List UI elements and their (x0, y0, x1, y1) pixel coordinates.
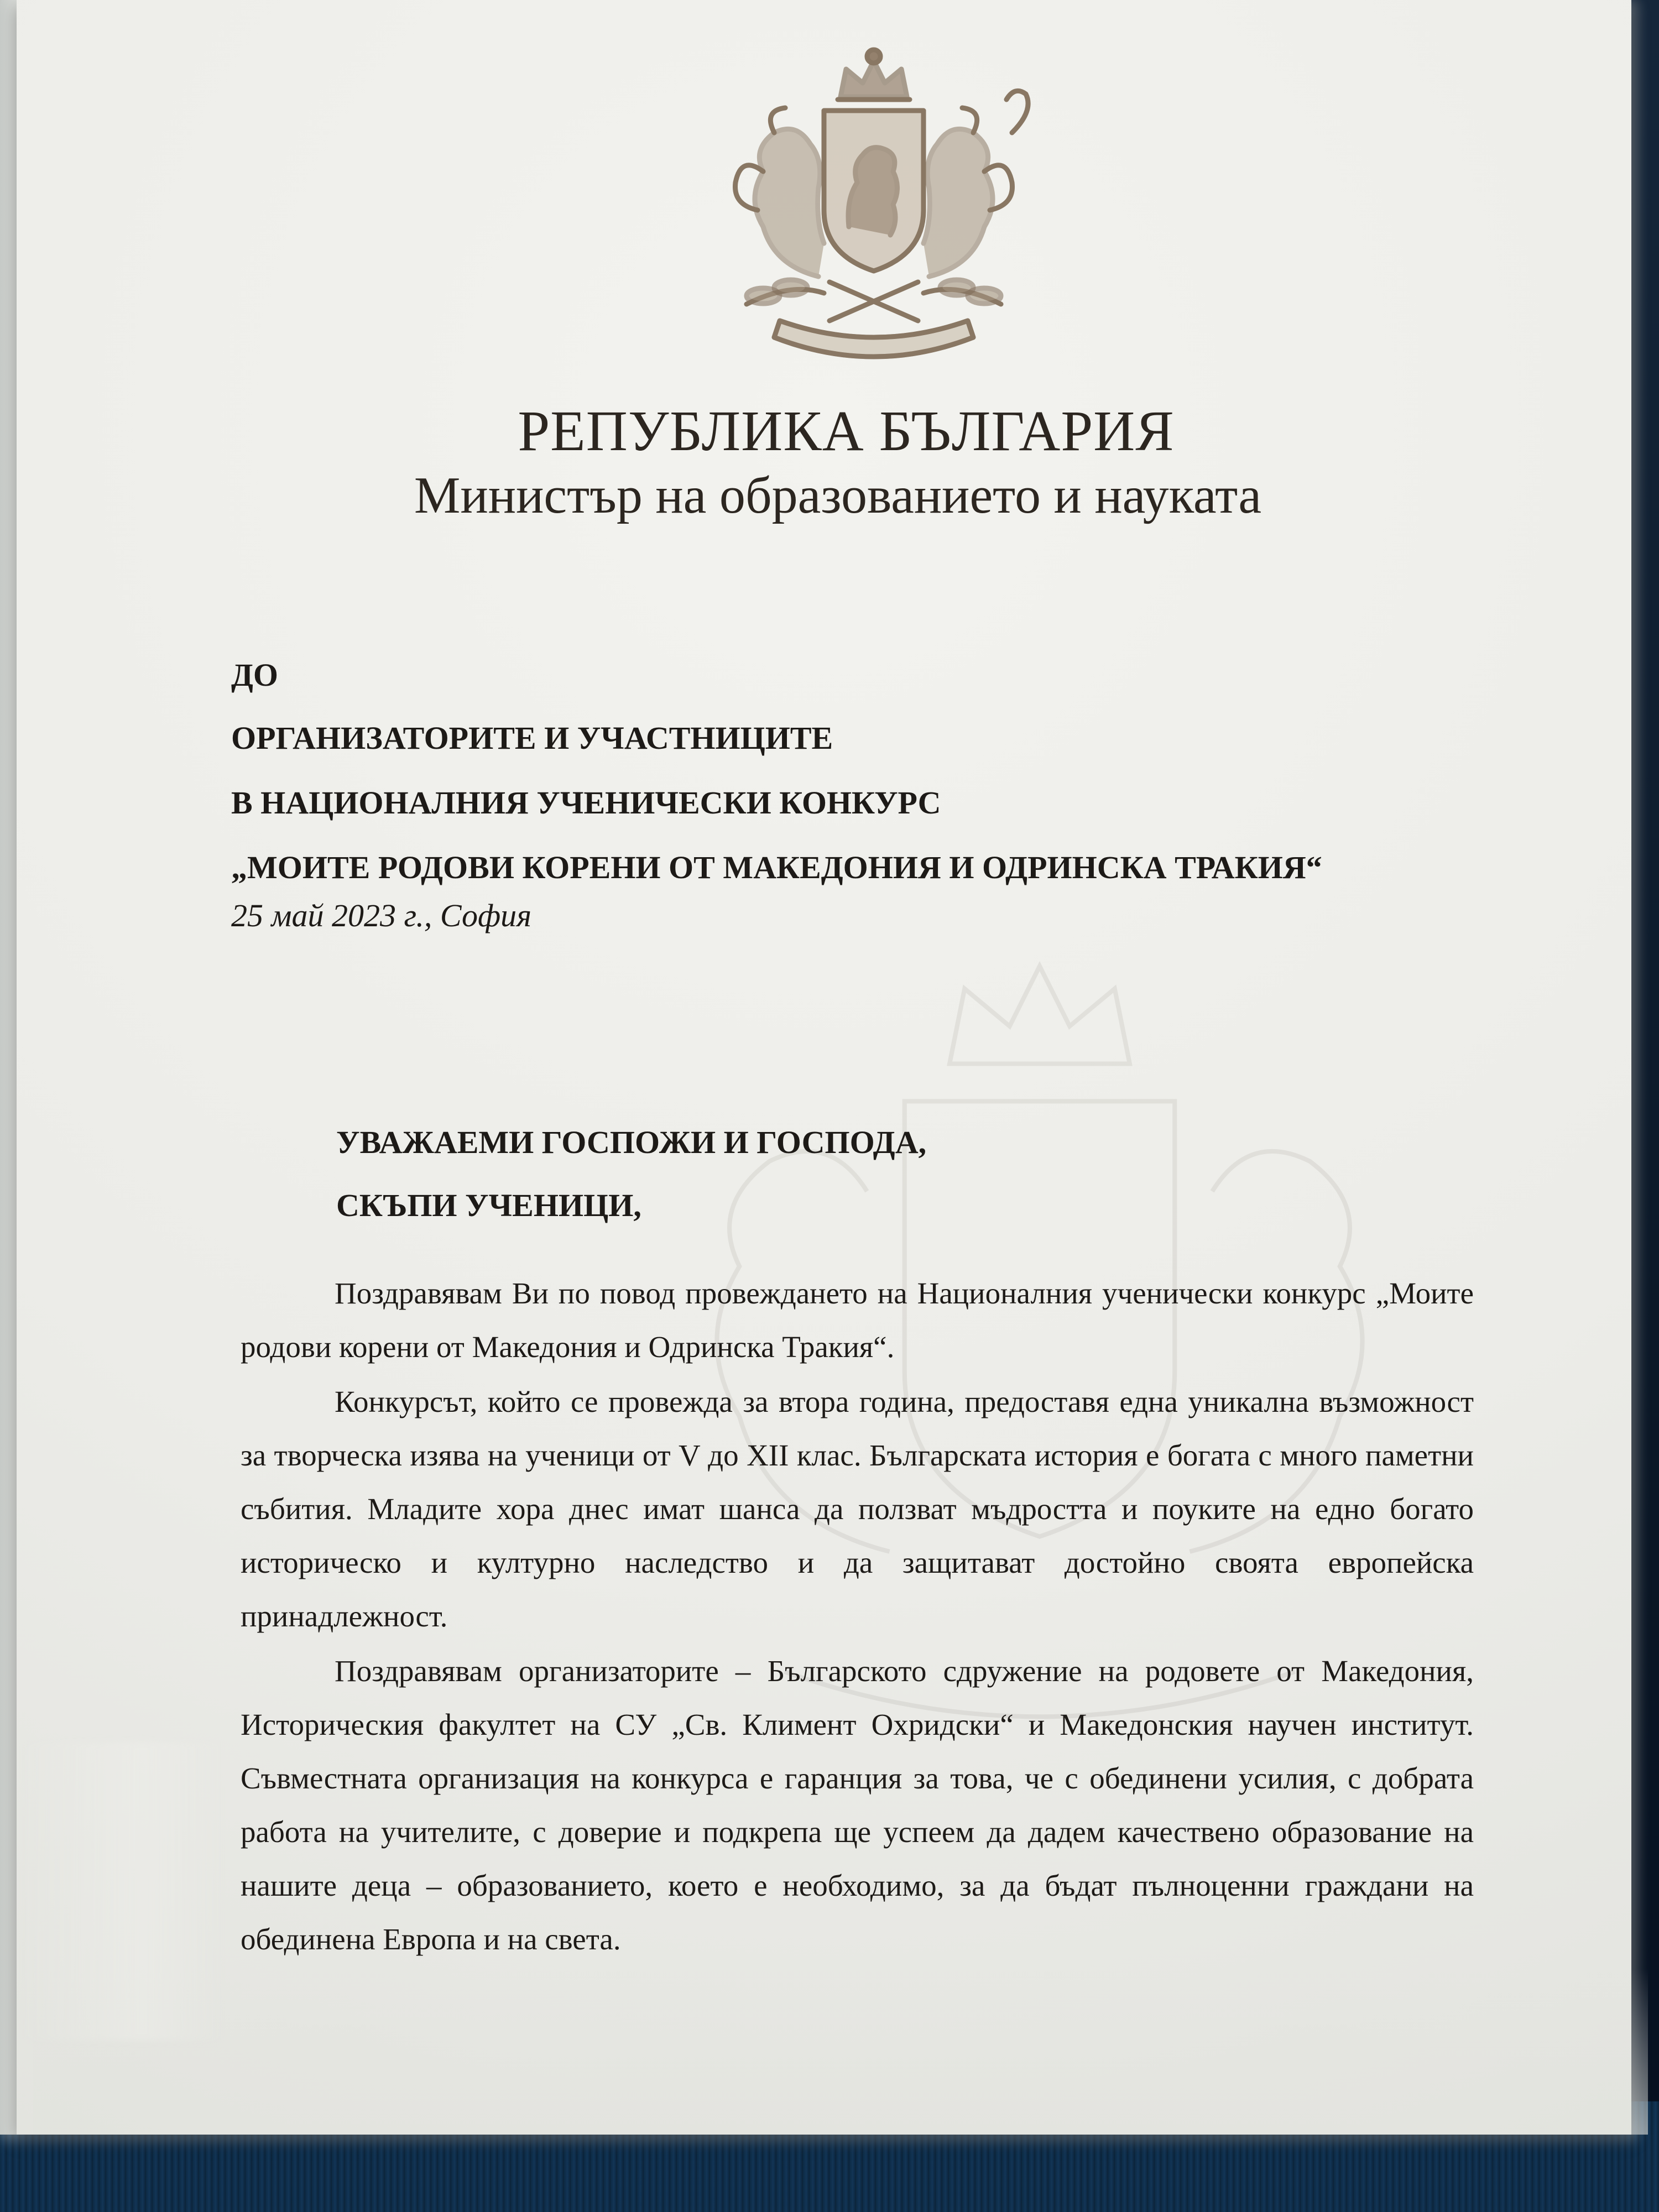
blurred-edge (17, 1742, 227, 2041)
body-paragraph: Конкурсът, който се провежда за втора година, предоставя една уникална възможност за творческа изява на ученици от V до XII клас. Българската история е богата с много паметни събития. Младите хора днес имат шанса да ползват мъдростта и поуките на едно богато историческо и културно наследство и да защитават достойно своята европейска принадлежност. (241, 1385, 1474, 1633)
addressee-line: В НАЦИОНАЛНИЯ УЧЕНИЧЕСКИ КОНКУРС (231, 785, 941, 821)
bottom-fade (33, 1969, 1648, 2135)
bulgarian-coat-of-arms-icon (680, 44, 1067, 376)
ministry-title: Министър на образованието и науката (414, 467, 1262, 524)
addressee-line: ДО (231, 657, 279, 693)
country-title: РЕПУБЛИКА БЪЛГАРИЯ (518, 399, 1175, 463)
letter-page (17, 0, 1631, 2135)
letter-date: 25 май 2023 г., София (231, 898, 532, 933)
salutation (336, 1125, 926, 1251)
salutation-line: СКЪПИ УЧЕНИЦИ, (336, 1187, 641, 1223)
salutation-line: УВАЖАЕМИ ГОСПОЖИ И ГОСПОДА, (336, 1124, 927, 1160)
addressee-line: „МОИТЕ РОДОВИ КОРЕНИ ОТ МАКЕДОНИЯ И ОДРИНСКА ТРАКИЯ“ (231, 849, 1322, 885)
body-paragraph: Поздравявам Ви по повод провеждането на Националния ученически конкурс „Моите родови корени от Македония и Одринска Тракия“. (241, 1276, 1474, 1364)
letterhead (17, 398, 1631, 526)
addressee-line: ОРГАНИЗАТОРИТЕ И УЧАСТНИЦИТЕ (231, 720, 833, 756)
addressee-block (231, 658, 1558, 933)
body-paragraph: Поздравявам организаторите – Българското сдружение на родовете от Македония, Историческия факултет на СУ „Св. Климент Охридски“ и Македонския научен институт. Съвместната организация на конкурса е гаранция за това, че с обединени усилия, с добрата работа на учителите, с доверие и подкрепа ще успеем да дадем качествено образование на нашите деца – образованието, което е необходимо, за да бъдат пълноценни граждани на обединена Европа и на света. (241, 1654, 1474, 1956)
letter-body (241, 1266, 1474, 1967)
